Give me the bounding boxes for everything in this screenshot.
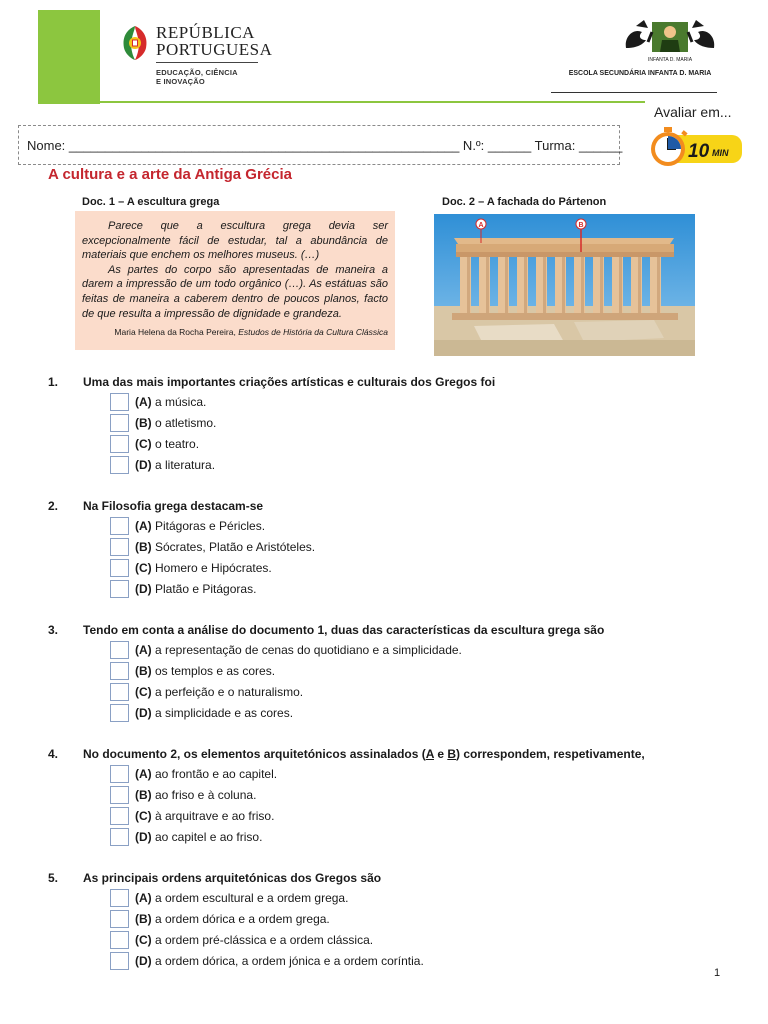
question-text-part: No documento 2, os elementos arquitetónicos assinalados ( [83,747,426,761]
question-number: 2. [48,499,59,513]
option-text: a ordem dórica e a ordem grega. [155,912,330,926]
checkbox[interactable] [110,683,129,701]
checkbox[interactable] [110,786,129,804]
student-info-fields[interactable]: Nome: ______________________________________________________ N.º: ______ Turma: ______ [27,138,623,153]
option-text: Homero e Hipócrates. [155,561,272,575]
option-letter: (D) [135,458,152,472]
option-text: a simplicidade e as cores. [155,706,294,720]
option-letter: (B) [135,416,152,430]
school-name: ESCOLA SECUNDÁRIA INFANTA D. MARIA [568,70,712,77]
timer-number: 10 [688,141,710,162]
doc1-paragraph-1: Parece que a escultura grega devia ser excepcionalmente fácil de estudar, tal a abundância de materiais que enchem os melhores museus. (…) [82,220,388,262]
option-letter: (A) [135,643,152,657]
republica-portuguesa-emblem-icon [120,24,150,62]
question-text: As principais ordens arquitetónicas dos Gregos são [83,871,382,885]
option-letter: (B) [135,664,152,678]
option-letter: (D) [135,954,152,968]
question-text [83,747,645,761]
ministry-line-1: EDUCAÇÃO, CIÊNCIA [156,68,238,77]
student-info-box [18,125,623,165]
option-text: a perfeição e o naturalismo. [155,685,304,699]
doc1-paragraph-2: As partes do corpo são apresentadas de maneira a darem a impressão de um todo orgânico (…). As estátuas são feitas de maneira a caberem dentro de poucos planos, facto de que resulta a impressão de dignidade e grandeza. [82,263,388,320]
checkbox[interactable] [110,393,129,411]
parthenon-image [434,214,695,356]
timer-unit: MIN [712,148,729,158]
evaluate-in-label: Avaliar em... [654,104,732,120]
header-divider [100,101,645,103]
option-letter: (C) [135,437,152,451]
option-letter: (B) [135,540,152,554]
option-letter: (A) [135,767,152,781]
option-text: Pitágoras e Péricles. [155,519,266,533]
option-text: a representação de cenas do quotidiano e a simplicidade. [155,643,462,657]
school-name-underline [551,92,717,93]
government-logo-text [156,24,272,86]
portuguesa-text: PORTUGUESA [156,40,273,59]
option-text: o teatro. [155,437,200,451]
option-text: o atletismo. [155,416,217,430]
school-logo-caption: INFANTA D. MARIA [647,57,693,63]
checkbox[interactable] [110,952,129,970]
option-letter: (D) [135,830,152,844]
checkbox[interactable] [110,538,129,556]
option-text: a ordem dórica, a ordem jónica e a ordem coríntia. [155,954,424,968]
option-letter: (A) [135,519,152,533]
checkbox[interactable] [110,580,129,598]
question-text: Na Filosofia grega destacam-se [83,499,264,513]
ministry-line-2: E INOVAÇÃO [156,77,205,86]
question-text-part: ) correspondem, respetivamente, [456,747,645,761]
page-number: 1 [714,967,721,979]
page-title: A cultura e a arte da Antiga Grécia [48,166,292,183]
option-text: os templos e as cores. [155,664,276,678]
checkbox[interactable] [110,828,129,846]
question-text-part: e [433,747,448,761]
question-number: 3. [48,623,59,637]
checkbox[interactable] [110,641,129,659]
option-letter: (A) [135,891,152,905]
option-letter: (C) [135,933,152,947]
header-green-block [38,10,100,104]
option-letter: (C) [135,685,152,699]
checkbox[interactable] [110,456,129,474]
question-text: Tendo em conta a análise do documento 1, duas das características da escultura grega são [83,623,605,637]
question-marker-a: A [425,747,434,761]
checkbox[interactable] [110,931,129,949]
question-number: 1. [48,375,59,389]
doc1-source [82,327,388,337]
option-text: a música. [155,395,207,409]
option-letter: (C) [135,561,152,575]
option-text: a ordem escultural e a ordem grega. [155,891,349,905]
checkbox[interactable] [110,414,129,432]
option-text: a literatura. [155,458,216,472]
question-text: Uma das mais importantes criações artísticas e culturais dos Gregos foi [83,375,496,389]
doc1-text-box [75,211,395,350]
question-number: 4. [48,747,59,761]
option-letter: (C) [135,809,152,823]
checkbox[interactable] [110,704,129,722]
option-text: Sócrates, Platão e Aristóteles. [155,540,316,554]
option-letter: (B) [135,912,152,926]
checkbox[interactable] [110,662,129,680]
doc1-work: Estudos de História da Cultura Clássica [238,327,388,338]
marker-b: B [578,222,584,229]
option-text: à arquitrave e ao friso. [155,809,275,823]
checkbox[interactable] [110,435,129,453]
option-text: a ordem pré-clássica e a ordem clássica. [155,933,374,947]
school-logo-icon [622,18,718,64]
marker-a: A [478,222,484,229]
option-text: ao frontão e ao capitel. [155,767,278,781]
checkbox[interactable] [110,559,129,577]
checkbox[interactable] [110,517,129,535]
doc1-label: Doc. 1 – A escultura grega [82,196,220,208]
checkbox[interactable] [110,807,129,825]
checkbox[interactable] [110,765,129,783]
option-letter: (B) [135,788,152,802]
checkbox[interactable] [110,910,129,928]
doc2-label: Doc. 2 – A fachada do Pártenon [442,196,607,208]
logo-separator [156,62,258,63]
option-text: ao friso e à coluna. [155,788,257,802]
option-text: ao capitel e ao friso. [155,830,263,844]
option-letter: (D) [135,582,152,596]
question-number: 5. [48,871,59,885]
checkbox[interactable] [110,889,129,907]
option-text: Platão e Pitágoras. [155,582,257,596]
question-marker-b: B [447,747,456,761]
option-letter: (D) [135,706,152,720]
republica-text: REPÚBLICA [156,23,255,42]
timer-10-min-icon [646,124,742,170]
doc1-author: Maria Helena da Rocha Pereira, [114,327,236,338]
option-letter: (A) [135,395,152,409]
